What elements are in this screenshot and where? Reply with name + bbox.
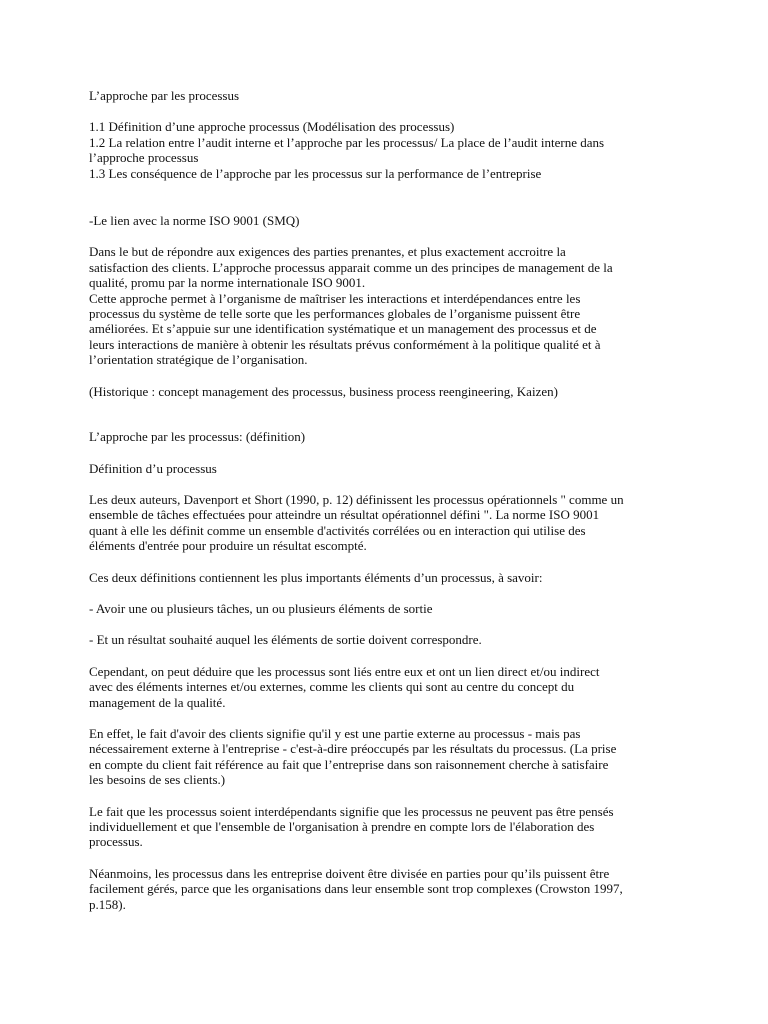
paragraph-line: Néanmoins, les processus dans les entreprise doivent être divisée en parties pour qu’ils puissent être	[89, 865, 610, 881]
neanmoins-paragraph	[89, 866, 688, 912]
bullet-item	[89, 601, 688, 616]
toc-item: 1.1 Définition d’une approche processus (Modélisation des processus)	[89, 119, 455, 135]
document-title	[89, 88, 688, 103]
heading-line: Définition d’u processus	[89, 460, 217, 476]
paragraph-line: les besoins de ses clients.)	[89, 772, 226, 788]
toc-item: 1.3 Les conséquence de l’approche par les processus sur la performance de l’entreprise	[89, 165, 542, 181]
paragraph-line: nécessairement externe à l'entreprise - c'est-à-dire préoccupés par les résultats du processus. (La prise	[89, 741, 617, 757]
definition-subheading	[89, 461, 688, 476]
paragraph-line: (Historique : concept management des processus, business process reengineering, Kaizen)	[89, 383, 558, 399]
paragraph-line: améliorées. Et s’appuie sur une identification systématique et un management des processus et de	[89, 321, 597, 337]
heading-line: -Le lien avec la norme ISO 9001 (SMQ)	[89, 213, 300, 229]
paragraph-line: management de la qualité.	[89, 694, 226, 710]
cependant-paragraph	[89, 664, 688, 710]
elements-intro	[89, 570, 688, 585]
paragraph-line: avec des éléments internes et/ou externes, comme les clients qui sont au centre du concept du	[89, 679, 575, 695]
paragraph-line: en compte du client fait référence au fait que l’entreprise dans son raisonnement cherche à satisfaire	[89, 756, 609, 772]
paragraph-line: Cependant, on peut déduire que les processus sont liés entre eux et ont un lien direct et/ou indirect	[89, 663, 600, 679]
iso-paragraph	[89, 244, 688, 367]
paragraph-line: éléments d'entrée pour produire un résultat escompté.	[89, 538, 367, 554]
authors-paragraph	[89, 492, 688, 554]
paragraph-line: Dans le but de répondre aux exigences des parties prenantes, et plus exactement accroitre la	[89, 244, 566, 260]
historique-note	[89, 384, 688, 399]
paragraph-line: En effet, le fait d'avoir des clients signifie qu'il y est une partie externe au processus - mais pas	[89, 725, 581, 741]
interdependants-paragraph	[89, 804, 688, 850]
bullet-line: - Avoir une ou plusieurs tâches, un ou plusieurs éléments de sortie	[89, 600, 433, 616]
paragraph-line: facilement gérés, parce que les organisations dans leur ensemble sont trop complexes (Crowston 1997,	[89, 881, 623, 897]
paragraph-line: p.158).	[89, 896, 126, 912]
paragraph-line: qualité, promu par la norme internationale ISO 9001.	[89, 275, 366, 291]
paragraph-line: quant à elle les définit comme un ensemble d'activités corrélées ou en interaction qui utilise des	[89, 522, 586, 538]
iso-section-heading	[89, 213, 688, 228]
toc-item: l’approche processus	[89, 150, 199, 166]
title-line: L’approche par les processus	[89, 88, 240, 103]
paragraph-line: leurs interactions de manière à obtenir les résultats prévus conformément à la politique qualité et à	[89, 336, 601, 352]
toc-item: 1.2 La relation entre l’audit interne et l’approche par les processus/ La place de l’audit interne dans	[89, 134, 605, 150]
definition-section-heading	[89, 429, 688, 444]
paragraph-line: Le fait que les processus soient interdépendants signifie que les processus ne peuvent pas être pensés	[89, 803, 614, 819]
paragraph-line: l’orientation stratégique de l’organisation.	[89, 352, 308, 368]
heading-line: L’approche par les processus: (définition)	[89, 429, 306, 445]
paragraph-line: individuellement et que l'ensemble de l'organisation à prendre en compte lors de l'élaboration des	[89, 819, 595, 834]
paragraph-line: satisfaction des clients. L’approche processus apparait comme un des principes de management de la	[89, 259, 613, 275]
paragraph-line: processus.	[89, 834, 143, 850]
paragraph-line: ensemble de tâches effectuées pour atteindre un résultat opérationnel défini ". La norme ISO 9001	[89, 507, 600, 523]
paragraph-line: Cette approche permet à l’organisme de maîtriser les interactions et interdépendances entre les	[89, 290, 581, 306]
paragraph-line: Les deux auteurs, Davenport et Short (1990, p. 12) définissent les processus opérationnels " comme un	[89, 491, 624, 507]
paragraph-line: Ces deux définitions contiennent les plus importants éléments d’un processus, à savoir:	[89, 569, 543, 585]
effet-paragraph	[89, 726, 688, 788]
bullet-line: - Et un résultat souhaité auquel les éléments de sortie doivent correspondre.	[89, 632, 482, 648]
bullet-item	[89, 632, 688, 647]
table-of-contents	[89, 119, 688, 181]
paragraph-line: processus du système de telle sorte que les performances globales de l’organisme puissent être	[89, 306, 581, 322]
